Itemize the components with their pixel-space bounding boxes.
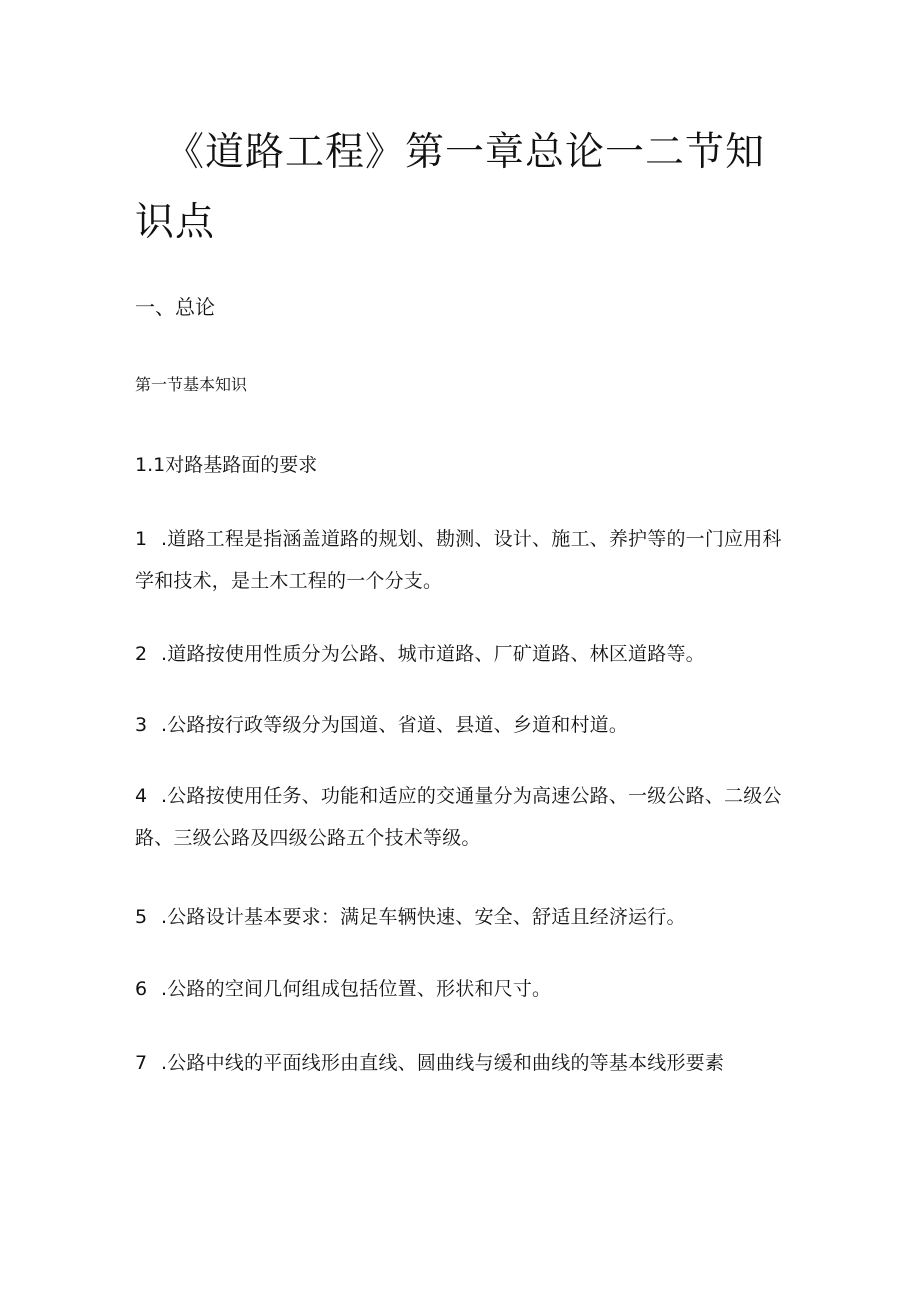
list-item: [135, 775, 785, 859]
item-text: .公路按行政等级分为国道、省道、县道、乡道和村道。: [161, 714, 629, 736]
item-text: .公路按使用任务、功能和适应的交通量分为高速公路、一级公路、二级公路、三级公路及四级公路五个技术等级。: [135, 785, 782, 849]
item-text: .道路按使用性质分为公路、城市道路、厂矿道路、林区道路等。: [161, 643, 705, 665]
document-title: 《道路工程》第一章总论一二节知识点: [135, 130, 766, 245]
section-heading: 一、总论: [135, 295, 215, 319]
item-text: .公路的空间几何组成包括位置、形状和尺寸。: [161, 978, 552, 1000]
item-number: 3: [135, 714, 148, 736]
item-number: 5: [135, 906, 148, 928]
item-text: .道路工程是指涵盖道路的规划、勘测、设计、施工、养护等的一门应用科学和技术，是土木工程的一个分支。: [135, 528, 782, 592]
list-item: [135, 633, 785, 675]
item-text: .公路设计基本要求：满足车辆快速、安全、舒适且经济运行。: [161, 906, 686, 928]
list-item: [135, 518, 785, 602]
item-number: 2: [135, 643, 148, 665]
item-number: 4: [135, 785, 148, 807]
item-text: .公路中线的平面线形由直线、圆曲线与缓和曲线的等基本线形要素: [161, 1052, 725, 1074]
list-item: [135, 1042, 785, 1084]
item-number: 6: [135, 978, 148, 1000]
item-number: 7: [135, 1052, 148, 1074]
subsection-heading: 第一节基本知识: [135, 375, 248, 394]
requirement-heading: 1.1对路基路面的要求: [135, 454, 318, 476]
list-item: [135, 704, 785, 746]
item-number: 1: [135, 528, 148, 550]
list-item: [135, 968, 785, 1010]
list-item: [135, 896, 785, 938]
